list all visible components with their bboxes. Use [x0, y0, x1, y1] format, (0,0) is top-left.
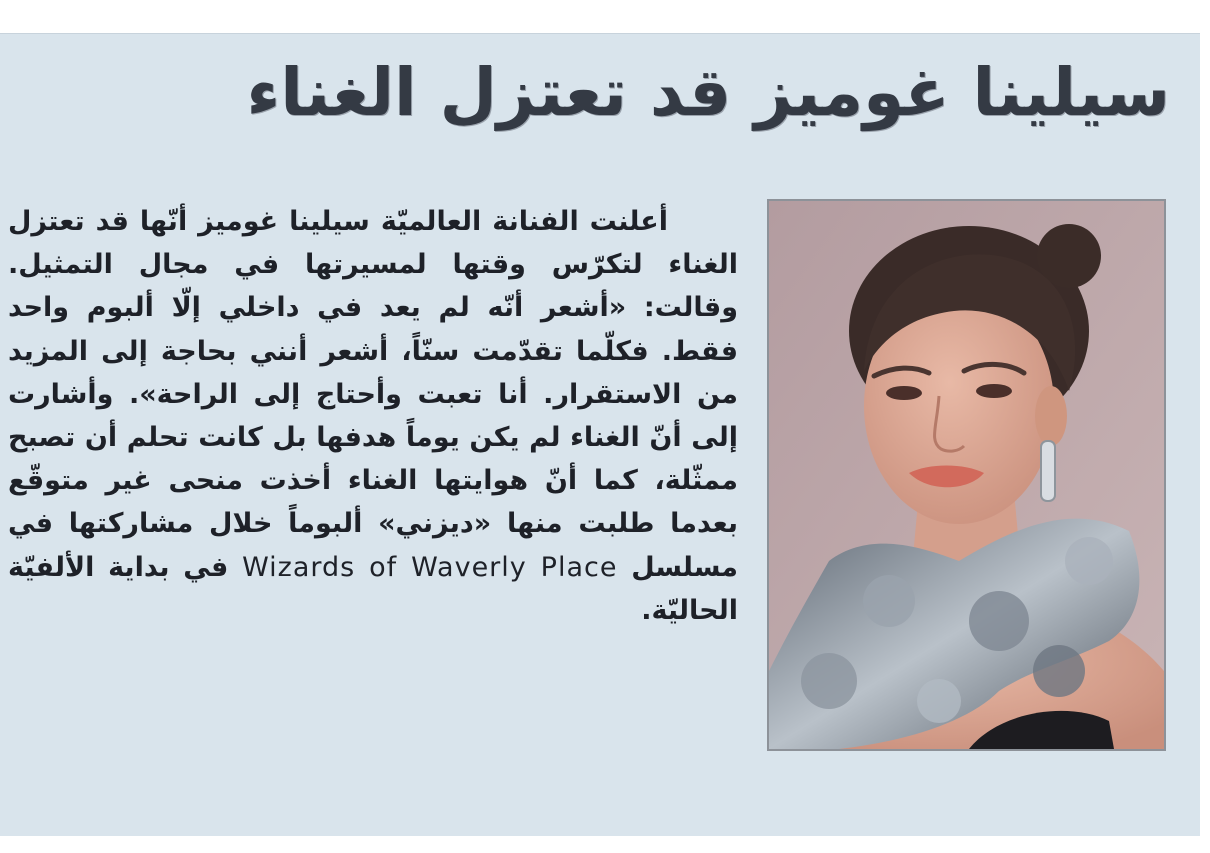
portrait-illustration [769, 201, 1164, 749]
article-body-ending: في بداية الألفيّة الحاليّة. [8, 551, 738, 626]
article-photo [767, 199, 1166, 751]
article-body-text: أعلنت الفنانة العالميّة سيلينا غوميز أنّها قد تعتزل الغناء لتكرّس وقتها لمسيرتها في مجال التمثيل. وقالت: «أشعر أنّه لم يعد في داخلي إلّا ألبوم واحد فقط. فكلّما تقدّمت سنّاً، أشعر أنني بحاجة إلى المزيد من الاستقرار. أنا تعبت وأحتاج إلى الراحة». وأشارت إلى أنّ الغناء لم يكن يوماً هدفها بل كانت تحلم أن تصبح ممثّلة، كما أنّ هوايتها الغناء أخذت منحى غير متوقّع بعدما طلبت منها «ديزني» ألبوماً خلال مشاركتها في مسلسل [8, 206, 739, 583]
article-body [8, 200, 738, 632]
series-title: Wizards of Waverly Place [242, 551, 618, 583]
article-headline: سيلينا غوميز قد تعتزل الغناء [246, 54, 1170, 131]
